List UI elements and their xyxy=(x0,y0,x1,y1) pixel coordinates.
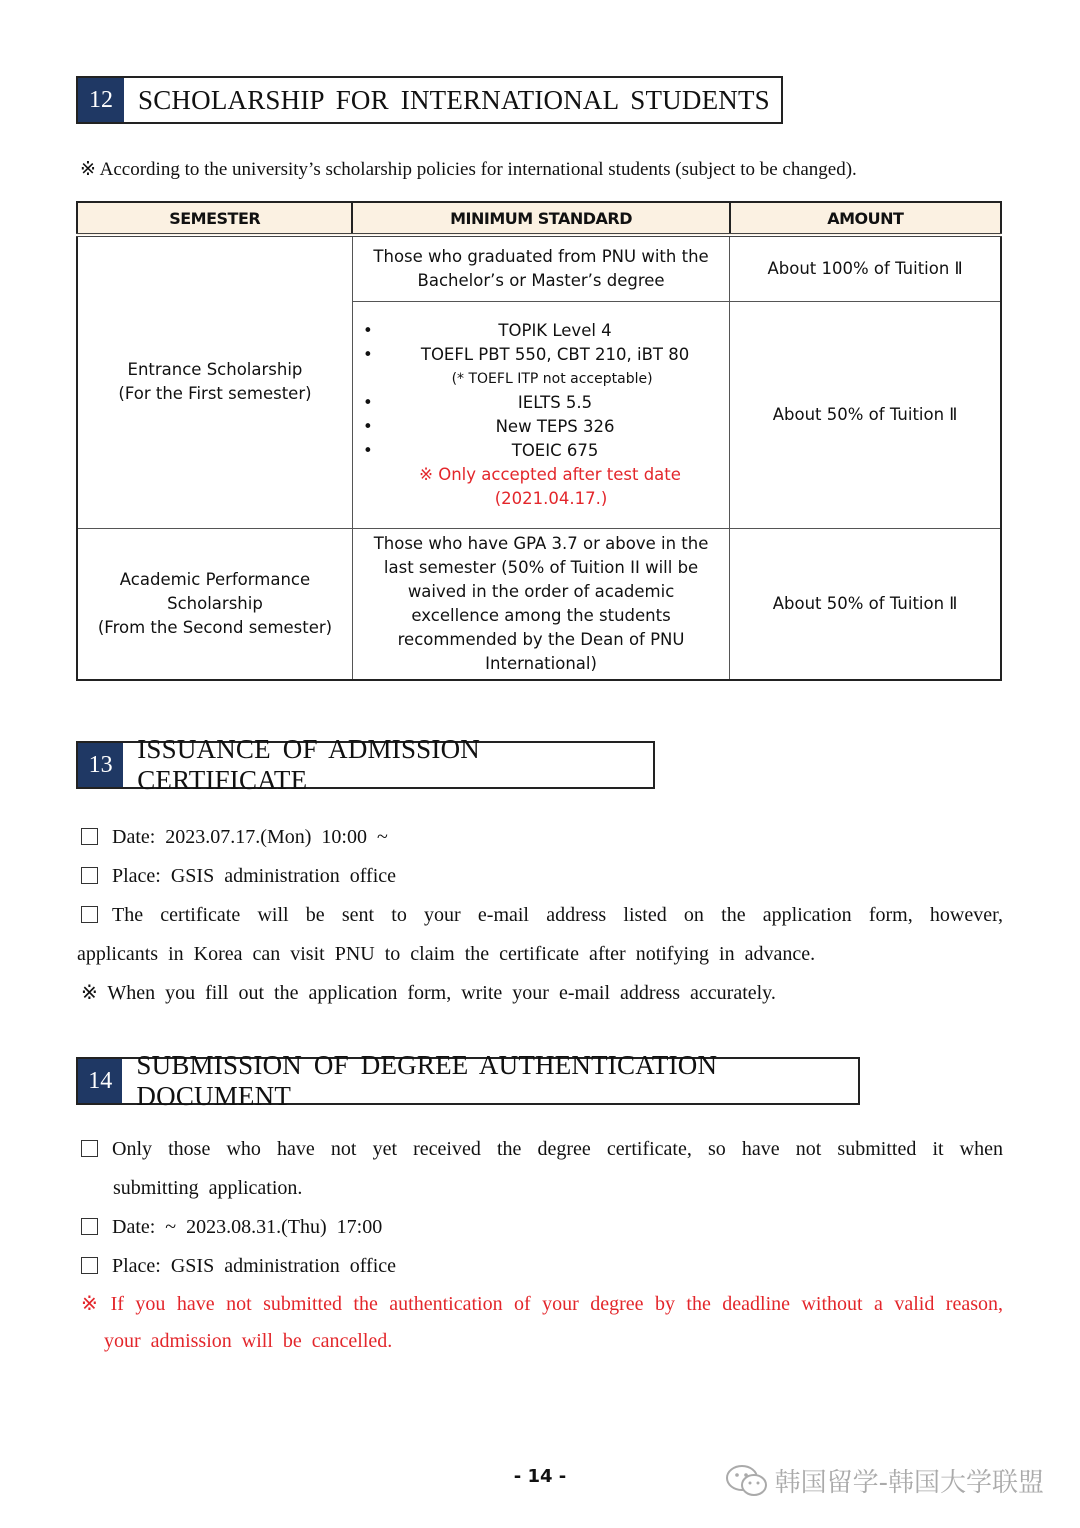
checkbox-icon xyxy=(81,1257,98,1274)
scholarship-note: ※ According to the university’s scholarship policies for international students (subject to be changed). xyxy=(80,159,857,180)
entrance-standard-language xyxy=(352,301,729,528)
academic-semester-name: Academic Performance xyxy=(119,569,311,589)
checkbox-icon xyxy=(81,1218,98,1235)
cert-place-line xyxy=(77,857,1003,896)
header-amount: AMOUNT xyxy=(730,202,1001,235)
criteria-item: • TOPIK Level 4 xyxy=(361,319,721,343)
cert-send-text: The certificate will be sent to your e-mail address listed on the application form, however, xyxy=(112,904,1003,926)
criteria-subnote: (* TOEFL ITP not acceptable) xyxy=(451,370,653,387)
cert-note: ※ When you fill out the application form, write your e-mail address accurately. xyxy=(81,982,776,1004)
entrance-standard-graduate: Those who graduated from PNU with the Bachelor’s or Master’s degree xyxy=(352,235,729,301)
academic-amount: About 50% of Tuition Ⅱ xyxy=(730,528,1001,680)
section-13-header xyxy=(76,734,655,795)
degree-only-line-2: submitting application. xyxy=(113,1177,303,1199)
section-12-header xyxy=(76,76,783,124)
criteria-warning-date: (2021.04.17.) xyxy=(494,488,608,508)
watermark-text: 韩国留学-韩国大学联盟 xyxy=(774,1468,1044,1498)
wechat-icon xyxy=(725,1464,769,1498)
criteria-item: • New TEPS 326 xyxy=(361,415,721,439)
academic-semester-note: (From the Second semester) xyxy=(97,617,333,637)
degree-warning-2: your admission will be cancelled. xyxy=(104,1330,393,1352)
checkbox-icon xyxy=(81,867,98,884)
section-14-header xyxy=(76,1050,860,1111)
cert-place: Place: GSIS administration office xyxy=(112,865,397,887)
section-number: 13 xyxy=(78,743,123,787)
checkbox-icon xyxy=(81,906,98,923)
checkbox-icon xyxy=(81,1140,98,1157)
cert-date-line xyxy=(77,818,1003,857)
academic-standard: Those who have GPA 3.7 or above in the last semester (50% of Tuition II will be waived in the order of academic excellence among the students recommended by the Dean of PNU International) xyxy=(352,528,729,680)
criteria-warning: ※ Only accepted after test date xyxy=(419,464,681,484)
section-title: ISSUANCE OF ADMISSION CERTIFICATE xyxy=(137,734,480,795)
section-title: SUBMISSION OF DEGREE AUTHENTICATION DOCUMENT xyxy=(136,1050,718,1111)
degree-warning: ※ If you have not submitted the authentication of your degree by the deadline without a valid reason, xyxy=(81,1293,1003,1315)
degree-date: Date: ~ 2023.08.31.(Thu) 17:00 xyxy=(112,1216,383,1238)
entrance-amount-50: About 50% of Tuition Ⅱ xyxy=(730,301,1001,528)
cert-send-line-2: applicants in Korea can visit PNU to claim the certificate after notifying in advance. xyxy=(77,943,816,965)
degree-only-line xyxy=(77,1130,1003,1169)
header-semester: SEMESTER xyxy=(77,202,352,235)
criteria-item: • TOEFL PBT 550, CBT 210, iBT 80 xyxy=(361,343,721,367)
entrance-semester-cell xyxy=(77,235,352,528)
criteria-item: • TOEIC 675 xyxy=(361,439,721,463)
academic-semester-name-2: Scholarship xyxy=(167,593,263,613)
cert-date: Date: 2023.07.17.(Mon) 10:00 ~ xyxy=(112,826,388,848)
academic-semester-cell xyxy=(77,528,352,680)
criteria-item: • IELTS 5.5 xyxy=(361,391,721,415)
entrance-amount-100: About 100% of Tuition Ⅱ xyxy=(730,235,1001,301)
watermark xyxy=(725,1462,1044,1499)
degree-place: Place: GSIS administration office xyxy=(112,1255,397,1277)
section-number: 12 xyxy=(78,78,124,122)
degree-date-line xyxy=(77,1208,1003,1247)
section-number: 14 xyxy=(78,1059,122,1103)
degree-only-text: Only those who have not yet received the degree certificate, so have not submitted it when xyxy=(112,1138,1003,1160)
entrance-semester-note: (For the First semester) xyxy=(118,384,312,404)
degree-place-line xyxy=(77,1247,1003,1286)
scholarship-table xyxy=(76,201,1002,681)
header-minimum-standard: MINIMUM STANDARD xyxy=(352,202,729,235)
section-title: SCHOLARSHIP FOR INTERNATIONAL STUDENTS xyxy=(138,84,770,115)
entrance-semester-name: Entrance Scholarship xyxy=(127,360,303,380)
page-number: - 14 - xyxy=(513,1466,567,1487)
certificate-details xyxy=(77,818,1003,1013)
checkbox-icon xyxy=(81,828,98,845)
cert-send-line xyxy=(77,896,1003,935)
degree-details xyxy=(77,1130,1003,1360)
